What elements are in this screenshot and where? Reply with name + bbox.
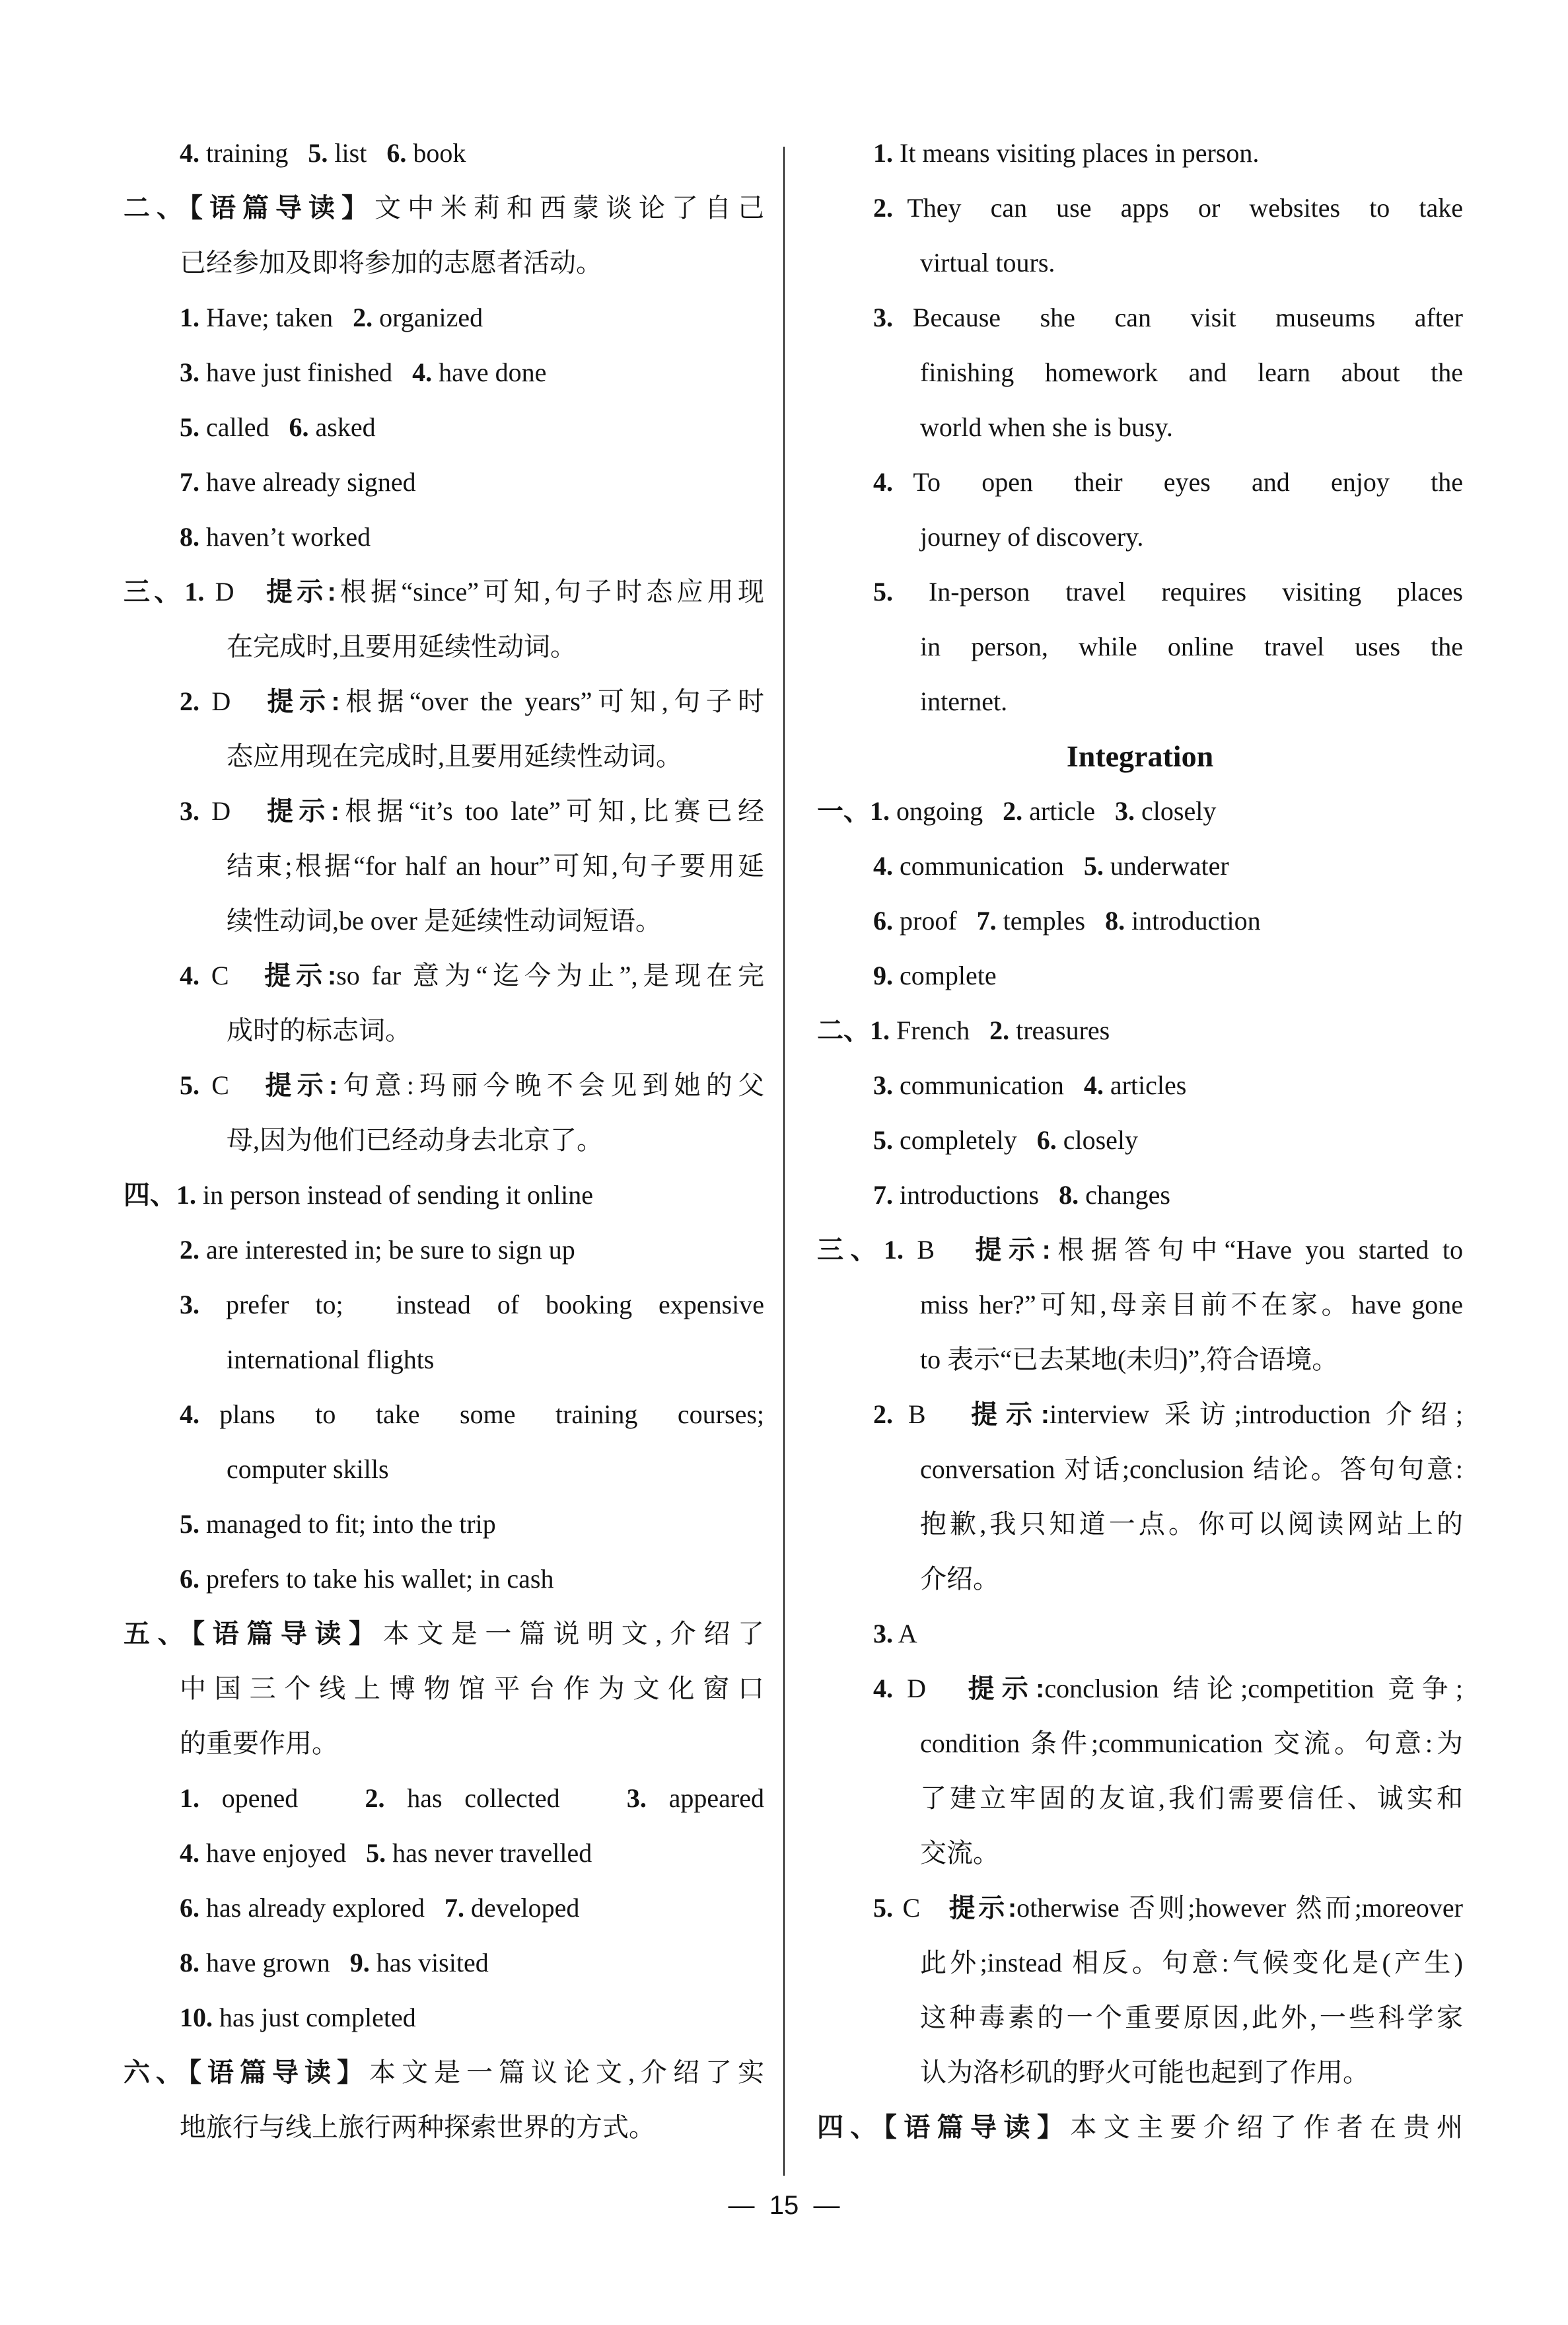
text-run: has just completed	[213, 2003, 416, 2032]
answer-line	[124, 1826, 764, 1880]
text-run: 介绍。	[920, 1564, 999, 1594]
bold-number-run: 5.	[180, 1070, 199, 1100]
bold-number-run: 2.	[180, 686, 199, 716]
answer-line	[124, 455, 764, 509]
bold-cjk-run: 提示:	[266, 577, 336, 607]
bold-cjk-run: 三、	[817, 1236, 884, 1265]
bold-number-run: 1.	[870, 796, 890, 826]
bold-cjk-run: 四、	[817, 2113, 884, 2142]
bold-number-run: 8.	[180, 1948, 199, 1977]
answer-line	[124, 948, 764, 1003]
text-run: D	[199, 686, 267, 716]
text-run: prefer to; instead of booking expensive	[199, 1290, 764, 1319]
answer-line	[124, 1003, 764, 1058]
answer-line	[124, 1880, 764, 1935]
bold-number-run: 3.	[180, 1290, 199, 1319]
answer-line	[124, 1442, 764, 1496]
bold-number-run: 5.	[180, 1509, 199, 1539]
bold-number-run: 5.	[873, 1893, 893, 1923]
answer-line	[817, 893, 1463, 948]
bold-number-run: 4.	[180, 138, 199, 168]
bold-cjk-run: 提示:	[968, 1674, 1045, 1703]
answer-line	[817, 126, 1463, 180]
left-column	[124, 126, 764, 2155]
answer-line	[817, 1990, 1463, 2045]
bold-cjk-run: 五、	[124, 1619, 192, 1648]
answer-line	[817, 1826, 1463, 1880]
text-run: 句意:玛丽今晚不会见到她的父	[338, 1070, 764, 1100]
answer-line	[817, 1277, 1463, 1332]
text-run: have just finished	[199, 357, 413, 387]
answer-line	[124, 509, 764, 564]
bold-number-run: 7.	[180, 467, 199, 497]
answer-line	[124, 619, 764, 674]
bold-cjk-run: 六、	[124, 2058, 188, 2087]
answer-line	[124, 1661, 764, 1716]
bold-number-run: 6.	[873, 906, 893, 936]
text-run: In-person travel requires visiting places	[893, 577, 1463, 607]
text-run: C	[199, 1070, 266, 1100]
answer-line	[817, 1496, 1463, 1551]
text-run: to 表示“已去某地(未归)”,符合语境。	[920, 1345, 1339, 1374]
bold-number-run: 3.	[180, 357, 199, 387]
text-run: plans to take some training courses;	[199, 1399, 764, 1429]
bold-cjk-run: 四、	[124, 1181, 176, 1210]
answer-line	[817, 1771, 1463, 1826]
text-run: proof	[893, 906, 977, 936]
answer-line	[124, 674, 764, 729]
text-run: otherwise 否则;however 然而;moreover	[1016, 1893, 1463, 1923]
text-run: finishing homework and learn about the	[920, 357, 1463, 387]
bold-number-run: 1.	[184, 577, 205, 607]
bold-number-run: 3.	[180, 796, 199, 826]
text-run: completely	[893, 1125, 1037, 1155]
bold-number-run: 7.	[873, 1180, 893, 1210]
text-run: 本文是一篇说明文,介绍了	[382, 1619, 765, 1648]
text-run: conclusion 结论;competition 竞争;	[1044, 1674, 1463, 1703]
answer-line	[124, 564, 764, 619]
answer-line	[124, 1113, 764, 1167]
bold-number-run: 4.	[412, 357, 433, 387]
answer-line	[817, 1332, 1463, 1387]
text-run: French	[890, 1015, 990, 1045]
bold-cjk-run: 提示:	[971, 1400, 1050, 1429]
text-run: communication	[893, 851, 1084, 881]
answer-line	[817, 345, 1463, 400]
answer-line	[124, 1222, 764, 1277]
answer-line	[817, 1113, 1463, 1167]
bold-number-run: 1.	[870, 1015, 890, 1045]
text-run: ongoing	[890, 796, 1003, 826]
section-heading-integration	[817, 729, 1463, 784]
answer-line	[124, 1277, 764, 1332]
answer-line	[124, 290, 764, 345]
answer-line	[124, 729, 764, 784]
text-run: 已经参加及即将参加的志愿者活动。	[180, 248, 602, 277]
text-run: introduction	[1125, 906, 1261, 936]
text-run: called	[199, 412, 289, 442]
bold-cjk-run: 提示:	[267, 687, 340, 716]
text-run: 根据答句中“Have you started to	[1050, 1235, 1463, 1265]
answer-line	[817, 1880, 1463, 1935]
text-run: introductions	[893, 1180, 1059, 1210]
text-run: has never travelled	[386, 1838, 592, 1868]
answer-line	[124, 180, 764, 235]
text-run: 根据“since”可知,句子时态应用现	[336, 577, 765, 607]
text-run: organized	[373, 303, 483, 332]
answer-line	[817, 290, 1463, 345]
bold-number-run: 5.	[873, 1125, 893, 1155]
bold-number-run: 2.	[989, 1015, 1010, 1045]
answer-line	[124, 838, 764, 893]
text-run: interview 采访;introduction 介绍;	[1050, 1399, 1463, 1429]
text-run: in person, while online travel uses the	[920, 632, 1463, 661]
text-run: have grown	[199, 1948, 350, 1977]
text-run: It means visiting places in person.	[893, 138, 1260, 168]
answer-line	[817, 1716, 1463, 1771]
bold-number-run: 6.	[1036, 1125, 1057, 1155]
text-run: 结束;根据“for half an hour”可知,句子要用延	[227, 851, 764, 881]
bold-number-run: 2.	[365, 1783, 385, 1813]
bold-number-run: 9.	[349, 1948, 370, 1977]
answer-line	[817, 1606, 1463, 1661]
answer-line	[124, 2100, 764, 2155]
answer-line	[124, 1606, 764, 1661]
text-run: list	[328, 138, 387, 168]
text-run: closely	[1056, 1125, 1139, 1155]
text-run: complete	[893, 961, 997, 990]
answer-line	[817, 2100, 1463, 2155]
bold-number-run: 3.	[873, 1070, 893, 1100]
bold-cjk-run: 二、	[124, 194, 190, 223]
text-run: 认为洛杉矶的野火可能也起到了作用。	[920, 2057, 1369, 2087]
bold-number-run: 1.	[180, 303, 199, 332]
answer-line	[124, 235, 764, 290]
text-run: communication	[893, 1070, 1084, 1100]
text-run: closely	[1135, 796, 1217, 826]
answer-line	[817, 674, 1463, 729]
answer-line	[124, 1771, 764, 1826]
text-run: D	[893, 1674, 968, 1703]
answer-line	[817, 1661, 1463, 1716]
text-run: has collected	[384, 1783, 627, 1813]
text-run: 文中米莉和西蒙谈论了自己	[374, 193, 764, 223]
page-number: — 15 —	[728, 2191, 840, 2220]
bold-number-run: 8.	[180, 522, 199, 552]
text-run: changes	[1079, 1180, 1170, 1210]
bold-cjk-run: 提示:	[265, 1071, 338, 1100]
bold-number-run: 4.	[873, 851, 893, 881]
bold-number-run: 5.	[366, 1838, 386, 1868]
text-run: C	[893, 1893, 949, 1923]
text-run: has visited	[369, 1948, 489, 1977]
bold-cjk-run: 三、	[124, 577, 185, 607]
answer-line	[817, 838, 1463, 893]
bold-cjk-run: 【语篇导读】	[188, 2058, 369, 2087]
bold-number-run: 3.	[1115, 796, 1135, 826]
bold-number-run: 1.	[883, 1235, 904, 1265]
text-run: C	[199, 961, 265, 990]
bold-number-run: 9.	[873, 961, 893, 990]
answer-line	[817, 1935, 1463, 1990]
text-run: treasures	[1009, 1015, 1110, 1045]
answer-line	[124, 784, 764, 838]
answer-line	[817, 564, 1463, 619]
text-run: 续性动词,be over 是延续性动词短语。	[227, 906, 662, 936]
answer-line	[124, 1387, 764, 1442]
text-run: 在完成时,且要用延续性动词。	[227, 632, 577, 661]
bold-cjk-run: 一、	[817, 797, 870, 826]
text-run: in person instead of sending it online	[196, 1180, 594, 1210]
answer-line	[817, 455, 1463, 509]
text-run: have enjoyed	[199, 1838, 367, 1868]
answer-line	[124, 1716, 764, 1771]
text-run: miss her?”可知,母亲目前不在家。have gone	[920, 1290, 1463, 1319]
text-run: article	[1022, 796, 1116, 826]
bold-cjk-run: 二、	[817, 1016, 870, 1045]
bold-cjk-run: 【语篇导读】	[190, 194, 374, 223]
text-run: 态应用现在完成时,且要用延续性动词。	[227, 741, 682, 771]
text-run: D	[204, 577, 267, 607]
text-run: 根据“it’s too late”可知,比赛已经	[339, 796, 765, 826]
answer-line	[817, 784, 1463, 838]
bold-number-run: 6.	[289, 412, 309, 442]
text-run: conversation 对话;conclusion 结论。答句句意:	[920, 1454, 1463, 1484]
text-run: 交流。	[920, 1838, 999, 1868]
answer-line	[817, 1058, 1463, 1113]
text-run: have already signed	[199, 467, 416, 497]
bold-number-run: 1.	[180, 1783, 199, 1813]
text-run: has already explored	[199, 1893, 445, 1923]
bold-number-run: 4.	[180, 1838, 199, 1868]
bold-number-run: 3.	[626, 1783, 647, 1813]
column-divider-line	[783, 147, 785, 2176]
text-run: managed to fit; into the trip	[199, 1509, 496, 1539]
answer-line	[817, 1167, 1463, 1222]
text-run: developed	[464, 1893, 580, 1923]
answer-line	[124, 1058, 764, 1113]
answer-line	[124, 1332, 764, 1387]
text-run: virtual tours.	[920, 248, 1055, 277]
bold-number-run: 5.	[873, 577, 893, 607]
answer-line	[817, 235, 1463, 290]
bold-number-run: 3.	[873, 1619, 893, 1648]
bold-number-run: 10.	[180, 2003, 213, 2032]
answer-line	[124, 345, 764, 400]
answer-line	[124, 1990, 764, 2045]
bold-number-run: 4.	[873, 1674, 893, 1703]
answer-line	[124, 2045, 764, 2100]
text-run: 了建立牢固的友谊,我们需要信任、诚实和	[920, 1783, 1463, 1813]
bold-number-run: 8.	[1059, 1180, 1079, 1210]
text-run: A	[893, 1619, 917, 1648]
bold-number-run: 7.	[976, 906, 997, 936]
bold-cjk-run: 【语篇导读】	[192, 1619, 383, 1648]
bold-number-run: 1.	[176, 1180, 196, 1210]
text-run: 成时的标志词。	[227, 1015, 411, 1045]
text-run: journey of discovery.	[920, 522, 1144, 552]
answer-line	[817, 1387, 1463, 1442]
text-run: underwater	[1103, 851, 1229, 881]
answer-line	[817, 1222, 1463, 1277]
text-run: articles	[1103, 1070, 1187, 1100]
bold-number-run: 4.	[1083, 1070, 1104, 1100]
bold-number-run: 2.	[1003, 796, 1023, 826]
answer-line	[817, 1551, 1463, 1606]
answer-line	[124, 1496, 764, 1551]
text-run: temples	[996, 906, 1106, 936]
text-run: To open their eyes and enjoy the	[893, 467, 1463, 497]
bold-cjk-run: 提示:	[975, 1236, 1051, 1265]
answer-line	[817, 400, 1463, 455]
text-run: internet.	[920, 686, 1008, 716]
bold-number-run: 5.	[1083, 851, 1104, 881]
bold-number-run: 2.	[180, 1235, 199, 1265]
bold-cjk-run: 【语篇导读】	[883, 2113, 1071, 2142]
bold-cjk-run: 提示:	[948, 1894, 1017, 1923]
text-run: 中国三个线上博物馆平台作为文化窗口	[180, 1674, 764, 1703]
text-run: 这种毒素的一个重要原因,此外,一些科学家	[920, 2003, 1463, 2032]
answer-line	[817, 2045, 1463, 2100]
text-run: B	[903, 1235, 976, 1265]
bold-number-run: 6.	[180, 1893, 199, 1923]
text-run: B	[893, 1399, 972, 1429]
text-run: 的重要作用。	[180, 1728, 338, 1758]
bold-number-run: 6.	[386, 138, 407, 168]
text-run: opened	[199, 1783, 365, 1813]
answer-line	[817, 509, 1463, 564]
answer-line	[124, 1167, 764, 1222]
text-run: 地旅行与线上旅行两种探索世界的方式。	[180, 2112, 655, 2142]
text-run: training	[199, 138, 308, 168]
bold-number-run: 2.	[873, 193, 893, 223]
text-run: Because she can visit museums after	[893, 303, 1463, 332]
bold-number-run: 2.	[873, 1399, 893, 1429]
answer-line	[817, 948, 1463, 1003]
text-run: book	[406, 138, 466, 168]
answer-line	[124, 400, 764, 455]
text-run: computer skills	[227, 1454, 389, 1484]
text-run: haven’t worked	[199, 522, 371, 552]
answer-line	[124, 1551, 764, 1606]
bold-number-run: 3.	[873, 303, 893, 332]
text-run: 抱歉,我只知道一点。你可以阅读网站上的	[920, 1509, 1463, 1539]
answer-line	[124, 126, 764, 180]
text-run: D	[199, 796, 267, 826]
bold-number-run: 4.	[873, 467, 893, 497]
text-run: Have; taken	[199, 303, 353, 332]
answer-line	[817, 1442, 1463, 1496]
bold-number-run: 4.	[180, 961, 199, 990]
bold-number-run: 8.	[1105, 906, 1125, 936]
text-run: 根据“over the years”可知,句子时	[339, 686, 765, 716]
text-run: condition 条件;communication 交流。句意:为	[920, 1728, 1463, 1758]
text-run: international flights	[227, 1345, 435, 1374]
bold-number-run: 6.	[180, 1564, 199, 1594]
bold-cjk-run: 提示:	[267, 797, 340, 826]
text-run: 本文是一篇议论文,介绍了实	[369, 2057, 764, 2087]
bold-number-run: Integration	[1066, 739, 1214, 773]
bold-cjk-run: 提示:	[264, 961, 337, 990]
text-run: so far 意为“迄今为止”,是现在完	[336, 961, 765, 990]
bold-number-run: 2.	[353, 303, 373, 332]
bold-number-run: 1.	[873, 138, 893, 168]
answer-line	[817, 180, 1463, 235]
text-run: are interested in; be sure to sign up	[199, 1235, 575, 1265]
right-column	[817, 126, 1463, 2155]
bold-number-run: 4.	[180, 1399, 199, 1429]
text-run: They can use apps or websites to take	[893, 193, 1463, 223]
bold-number-run: 5.	[180, 412, 199, 442]
answer-line	[124, 1935, 764, 1990]
text-run: asked	[308, 412, 376, 442]
text-run: have done	[432, 357, 547, 387]
bold-number-run: 5.	[308, 138, 328, 168]
answer-line	[817, 1003, 1463, 1058]
text-run: 本文主要介绍了作者在贵州	[1070, 2112, 1464, 2142]
answer-line	[124, 893, 764, 948]
text-run: 母,因为他们已经动身去北京了。	[227, 1125, 603, 1155]
text-run: 此外;instead 相反。句意:气候变化是(产生)	[920, 1948, 1463, 1977]
answer-line	[817, 619, 1463, 674]
text-run: prefers to take his wallet; in cash	[199, 1564, 554, 1594]
text-run: world when she is busy.	[920, 412, 1173, 442]
text-run: appeared	[646, 1783, 764, 1813]
bold-number-run: 7.	[444, 1893, 464, 1923]
